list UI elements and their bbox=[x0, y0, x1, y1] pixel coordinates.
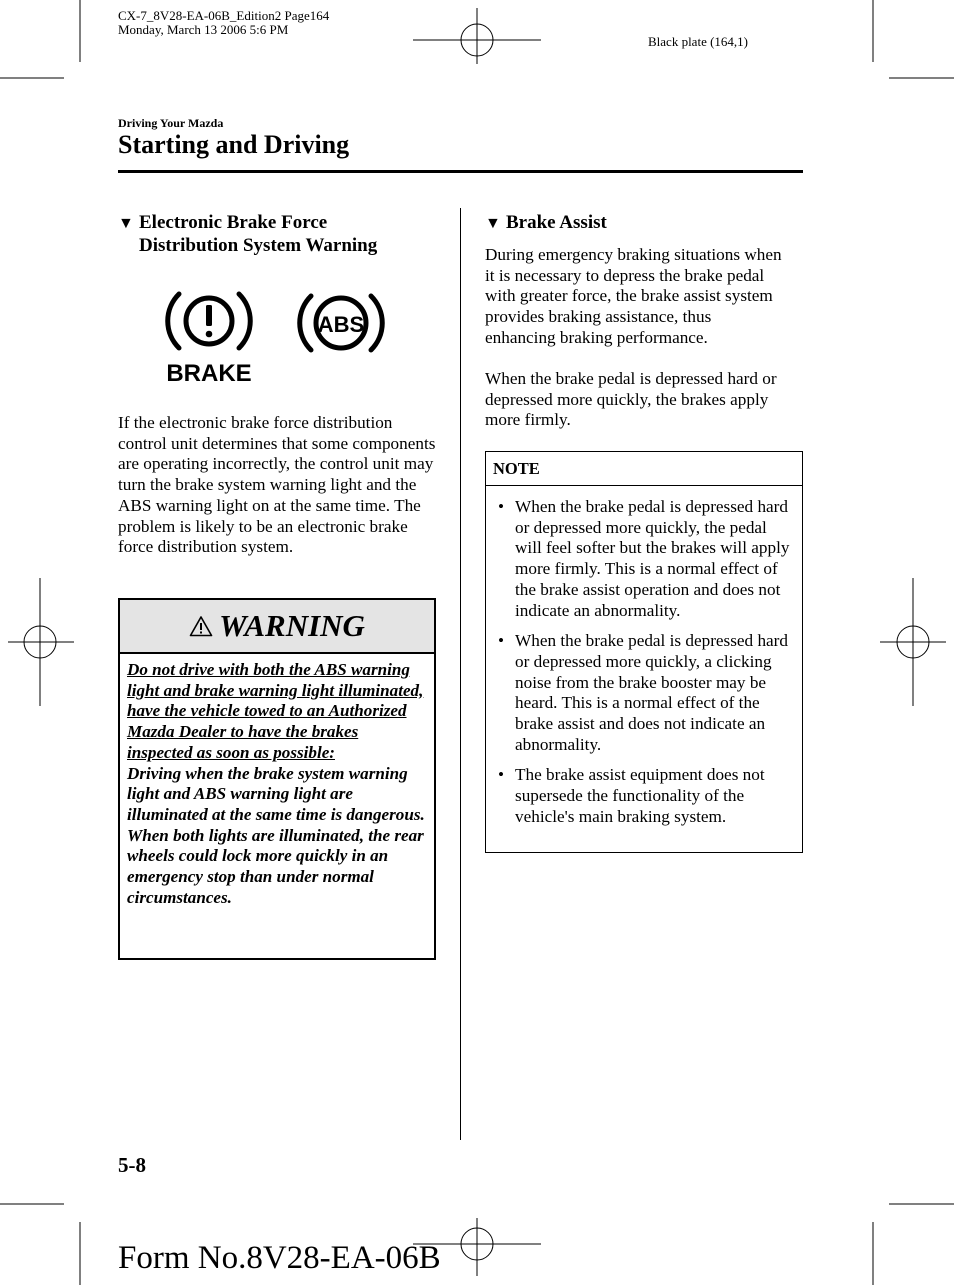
warning-triangle-icon bbox=[189, 615, 213, 637]
abs-icon-label: ABS bbox=[317, 312, 365, 337]
note-box bbox=[485, 451, 803, 853]
list-item bbox=[498, 631, 796, 755]
note-list bbox=[486, 486, 802, 836]
print-plate: Black plate (164,1) bbox=[648, 34, 748, 49]
page-title: Starting and Driving bbox=[118, 130, 350, 159]
warning-header bbox=[120, 600, 434, 654]
brake-warning-icon bbox=[160, 283, 260, 385]
brake-assist-paragraph-2: When the brake pedal is depressed hard or depressed more quickly, the brakes apply more firmly. bbox=[485, 369, 777, 430]
brake-icon-label: BRAKE bbox=[166, 360, 252, 385]
note-item-text: When the brake pedal is depressed hard or depressed more quickly, a clicking noise from the brake booster may be heard. This is a normal effect of the brake assist and does not indicate an abnormality. bbox=[515, 631, 788, 754]
print-file-name: CX-7_8V28-EA-06B_Edition2 Page164 bbox=[118, 8, 330, 23]
abs-warning-icon bbox=[293, 283, 389, 363]
brake-assist-heading bbox=[485, 212, 607, 235]
brake-assist-heading-text: Brake Assist bbox=[506, 212, 607, 233]
bullet-icon: • bbox=[498, 497, 505, 516]
print-timestamp: Monday, March 13 2006 5:6 PM bbox=[118, 22, 289, 37]
warning-title: WARNING bbox=[219, 608, 365, 643]
warning-paragraph-3: When both lights are illuminated, the rear wheels could lock more quickly in an emergency stop than under normal circumstances. bbox=[127, 825, 424, 907]
heading-triangle-icon: ▼ bbox=[485, 215, 501, 232]
ebd-heading bbox=[118, 212, 448, 257]
list-item bbox=[498, 497, 796, 621]
warning-paragraph-2: Driving when the brake system warning light and ABS warning light are illuminated at the same time is dangerous. bbox=[127, 763, 425, 824]
ebd-heading-line2: Distribution System Warning bbox=[139, 235, 378, 256]
bullet-icon: • bbox=[498, 765, 505, 785]
ebd-paragraph: If the electronic brake force distribution control unit determines that some components are operating incorrectly, the control unit may turn the brake system warning light and the ABS warning light on at the same time. The problem is likely to be an electronic brake force distribution system. bbox=[118, 413, 436, 557]
note-title: NOTE bbox=[493, 459, 540, 478]
section-label: Driving Your Mazda bbox=[118, 116, 224, 130]
ebd-heading-line1: Electronic Brake Force bbox=[139, 212, 328, 233]
note-item-text: The brake assist equipment does not supersede the functionality of the vehicle's main braking system. bbox=[515, 765, 765, 826]
title-rule bbox=[118, 170, 803, 173]
form-number: Form No.8V28-EA-06B bbox=[118, 1240, 441, 1276]
list-item bbox=[498, 765, 796, 827]
warning-underlined-text: Do not drive with both the ABS warning light and brake warning light illuminated, have the vehicle towed to an Authorized Mazda Dealer to have the brakes inspected as soon as possible: bbox=[127, 660, 424, 762]
bullet-icon: • bbox=[498, 631, 505, 651]
page-number: 5-8 bbox=[118, 1153, 146, 1177]
column-divider bbox=[460, 208, 461, 1140]
warning-box bbox=[118, 598, 436, 960]
heading-triangle-icon: ▼ bbox=[118, 215, 134, 232]
warning-body bbox=[120, 654, 434, 916]
note-item-text: When the brake pedal is depressed hard or depressed more quickly, the pedal will feel softer but the brakes will apply more firmly. This is a normal effect of the brake assist operation and does not indicate an abnormality. bbox=[515, 497, 790, 620]
brake-assist-paragraph-1: During emergency braking situations when it is necessary to depress the brake pedal with greater force, the brake assist system provides braking assistance, thus enhancing braking performance. bbox=[485, 245, 782, 347]
